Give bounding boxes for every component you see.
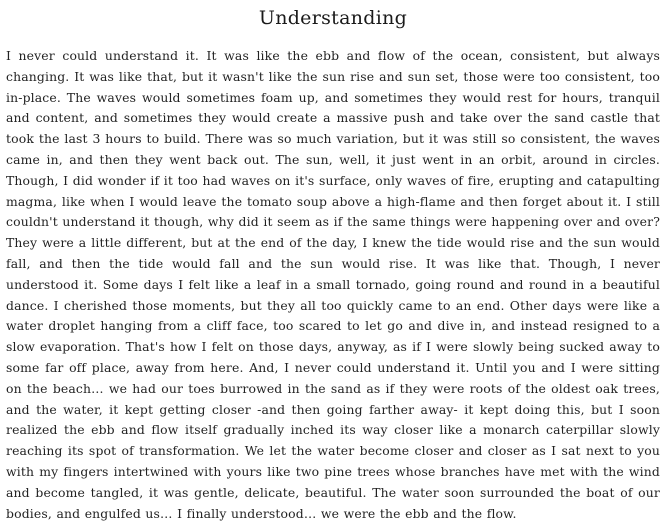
document-title: Understanding	[258, 7, 408, 29]
document-body-paragraph: I never could understand it. It was like the ebb and flow of the ocean, consistent, but always changing. It was like that, but it wasn't like the sun rise and sun set, those were too consistent, too in-place. The waves would sometimes foam up, and sometimes they would rest for hours, tranquil and content, and sometimes they would create a massive push and take over the sand castle that took the last 3 hours to build. There was so much variation, but it was still so consistent, the waves came in, and then they went back out. The sun, well, it just went in an orbit, around in circles. Though, I did wonder if it too had waves on it's surface, only waves of fire, erupting and catapulting magma, like when I would leave the tomato soup above a high-flame and then forget about it. I still couldn't understand it though, why did it seem as if the same things were happening over and over? They were a little different, but at the end of the day, I knew the tide would rise and the sun would fall, and then the tide would fall and the sun would rise. It was like that. Though, I never understood it. Some days I felt like a leaf in a small tornado, going round and round in a beautiful dance. I cherished those moments, but they all too quickly came to an end. Other days were like a water droplet hanging from a cliff face, too scared to let go and dive in, and instead resigned to a slow evaporation. That's how I felt on those days, anyway, as if I were slowly being sucked away to some far off place, away from here. And, I never could understand it. Until you and I were sitting on the beach… we had our toes burrowed in the sand as if they were roots of the oldest oak trees, and the water, it kept getting closer -and then going farther away- it kept doing this, but I soon realized the ebb and flow itself gradually inched its way closer like a monarch caterpillar slowly reaching its spot of transformation. We let the water become closer and closer as I sat next to you with my fingers intertwined with yours like two pine trees whose branches have met with the wind and become tangled, it was gentle, delicate, beautiful. The water soon surrounded the boat of our bodies, and engulfed us… I finally understood… we were the ebb and the flow.	[6, 48, 660, 521]
